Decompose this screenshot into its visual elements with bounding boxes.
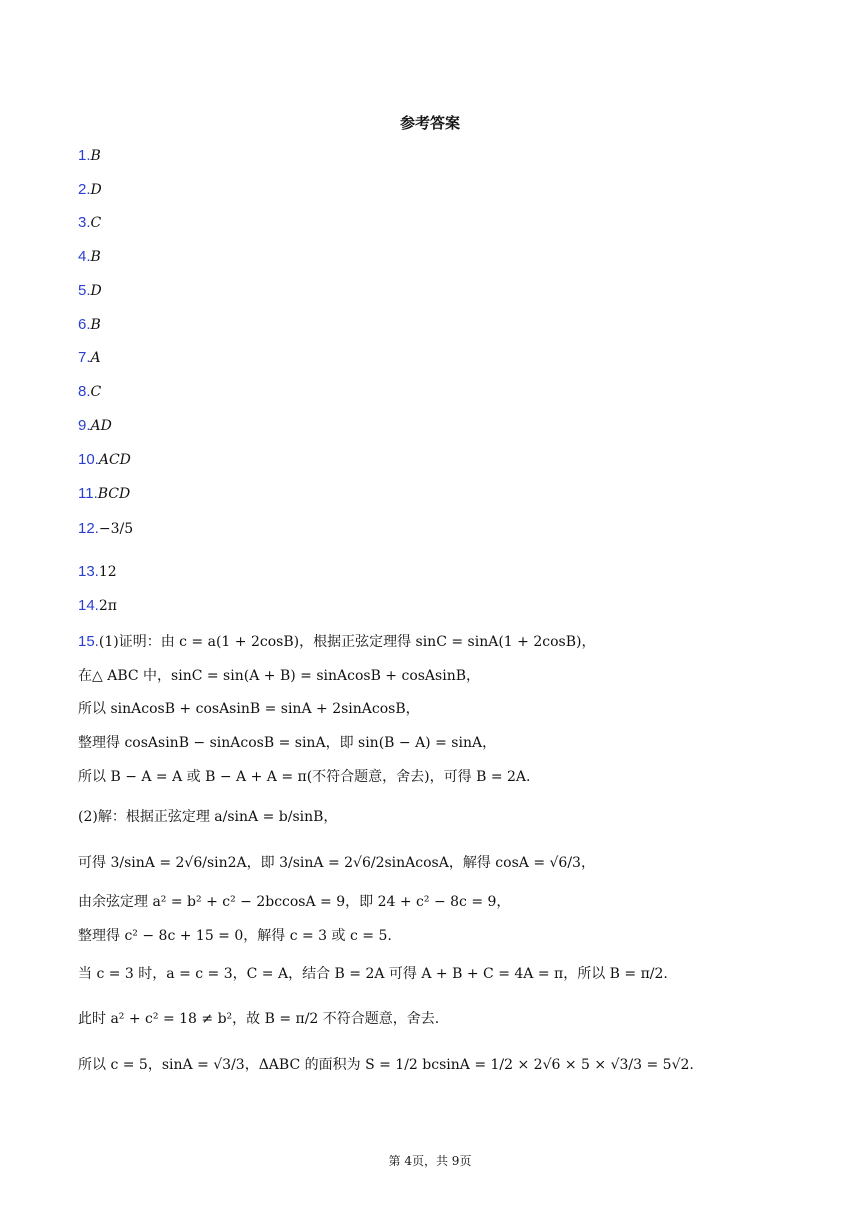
q15-line-1 xyxy=(78,631,595,651)
answer-number: 7. xyxy=(78,349,91,366)
q15-line-8: 由余弦定理 a² = b² + c² − 2bccosA = 9，即 24 + c² − 8c = 9， xyxy=(78,894,511,910)
answer-value: AD xyxy=(90,418,112,434)
q15-line-11: 此时 a² + c² = 18 ≠ b²，故 B = π/2 不符合题意，舍去. xyxy=(78,1011,440,1027)
answer-value: C xyxy=(90,215,102,231)
answer-value: B xyxy=(90,249,101,265)
answer-number: 11. xyxy=(78,485,98,502)
page-title: 参考答案 xyxy=(399,114,460,132)
answer-value: D xyxy=(90,283,102,299)
answer-item-12 xyxy=(78,520,133,537)
q15-line-9: 整理得 c² − 8c + 15 = 0，解得 c = 3 或 c = 5. xyxy=(78,928,392,944)
answer-value: B xyxy=(90,148,101,164)
answer-item-8 xyxy=(78,383,101,400)
page-footer: 第 4页，共 9页 xyxy=(388,1154,472,1168)
answer-number: 1. xyxy=(78,147,91,164)
answer-item-1 xyxy=(78,147,101,164)
answer-item-14 xyxy=(78,597,117,614)
answer-item-11 xyxy=(78,485,130,502)
answer-item-5 xyxy=(78,282,102,299)
q15-line-7: 可得 3/sinA = 2√6/sin2A，即 3/sinA = 2√6/2sinAcosA，解得 cosA = √6/3， xyxy=(78,855,595,871)
answer-item-9 xyxy=(78,417,112,434)
answer-number: 13. xyxy=(78,563,99,580)
answer-number: 5. xyxy=(78,282,91,299)
answer-item-4 xyxy=(78,248,101,265)
answer-number: 8. xyxy=(78,383,91,400)
answer-number: 12. xyxy=(78,520,99,537)
answer-number: 2. xyxy=(78,181,91,198)
answer-value: 12 xyxy=(98,564,117,580)
answer-value: ACD xyxy=(98,452,131,468)
answer-item-2 xyxy=(78,181,102,198)
q15-line-6: (2)解：根据正弦定理 a/sinA = b/sinB， xyxy=(78,809,338,825)
answer-item-7 xyxy=(78,349,101,366)
answer-value: −3/5 xyxy=(98,521,134,537)
answer-number: 9. xyxy=(78,417,91,434)
answer-value: 2π xyxy=(98,598,117,614)
answer-value: A xyxy=(90,350,101,366)
q15-line-12: 所以 c = 5，sinA = √3/3，ΔABC 的面积为 S = 1/2 bcsinA = 1/2 × 2√6 × 5 × √3/3 = 5√2. xyxy=(78,1057,694,1073)
answer-item-6 xyxy=(78,316,101,333)
answer-number: 14. xyxy=(78,597,99,614)
q15-line-10: 当 c = 3 时，a = c = 3，C = A，结合 B = 2A 可得 A + B + C = 4A = π，所以 B = π/2. xyxy=(78,966,668,982)
q15-line-3: 所以 sinAcosB + cosAsinB = sinA + 2sinAcosB， xyxy=(78,701,420,717)
answer-number: 3. xyxy=(78,214,91,231)
answer-number: 4. xyxy=(78,248,91,265)
answer-number: 15. xyxy=(78,633,99,650)
answer-item-3 xyxy=(78,214,101,231)
q15-line-5: 所以 B − A = A 或 B − A + A = π(不符合题意，舍去)，可得 B = 2A. xyxy=(78,769,531,785)
answer-number: 6. xyxy=(78,316,91,333)
answer-item-13 xyxy=(78,563,117,580)
answer-value: D xyxy=(90,182,102,198)
answer-number: 10. xyxy=(78,451,99,468)
answer-item-10 xyxy=(78,451,131,468)
answer-value: B xyxy=(90,317,101,333)
answer-value: BCD xyxy=(97,486,131,502)
q15-line-2: 在△ ABC 中，sinC = sin(A + B) = sinAcosB + cosAsinB， xyxy=(78,668,481,684)
solution-text: (1)证明：由 c = a(1 + 2cosB)，根据正弦定理得 sinC = sinA(1 + 2cosB)， xyxy=(98,634,596,650)
q15-line-4: 整理得 cosAsinB − sinAcosB = sinA，即 sin(B − A) = sinA， xyxy=(78,735,497,751)
answer-value: C xyxy=(90,384,102,400)
